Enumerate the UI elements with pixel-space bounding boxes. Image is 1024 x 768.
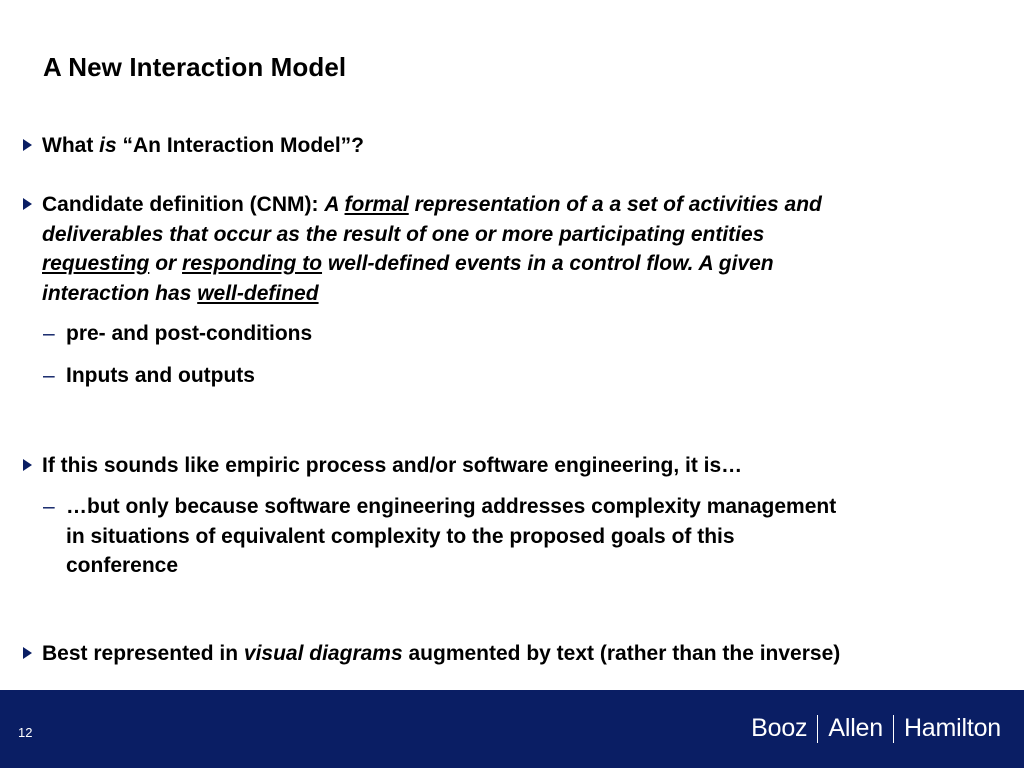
triangle-right-icon <box>23 459 32 471</box>
brand-divider <box>817 715 818 743</box>
footer-bar <box>0 690 1024 768</box>
brand-word-hamilton: Hamilton <box>903 714 1001 742</box>
brand-divider <box>893 715 894 743</box>
sub-bullet-text-line-3: conference <box>66 554 179 577</box>
brand-logo <box>751 714 1001 743</box>
triangle-right-icon <box>23 139 32 151</box>
triangle-right-icon <box>23 198 32 210</box>
sub-bullet-text: pre- and post-conditions <box>66 322 313 345</box>
dash-marker: – <box>43 322 55 345</box>
bullet-text-line-3: requesting or responding to well-defined events in a control flow. A given <box>42 252 774 275</box>
slide-title: A New Interaction Model <box>43 52 347 82</box>
bullet-text: If this sounds like empiric process and/or software engineering, it is… <box>42 454 743 477</box>
bullet-text-line-2: deliverables that occur as the result of one or more participating entities <box>42 222 765 246</box>
triangle-right-icon <box>23 647 32 659</box>
dash-marker: – <box>43 495 55 518</box>
dash-marker: – <box>43 364 55 387</box>
bullet-text: Best represented in visual diagrams augmented by text (rather than the inverse) <box>42 642 841 665</box>
bullet-text-line-1: Candidate definition (CNM): A formal representation of a a set of activities and <box>42 193 822 216</box>
sub-bullet-text-line-1: …but only because software engineering addresses complexity management <box>66 495 837 518</box>
brand-word-allen: Allen <box>828 714 883 742</box>
bullet-text-line-4: interaction has well-defined <box>42 281 319 305</box>
brand-word-booz: Booz <box>751 714 808 742</box>
sub-bullet-text: Inputs and outputs <box>66 364 255 387</box>
sub-bullet-text-line-2: in situations of equivalent complexity to the proposed goals of this <box>66 524 735 548</box>
bullet-text: What is “An Interaction Model”? <box>42 134 365 157</box>
page-number: 12 <box>18 725 33 740</box>
